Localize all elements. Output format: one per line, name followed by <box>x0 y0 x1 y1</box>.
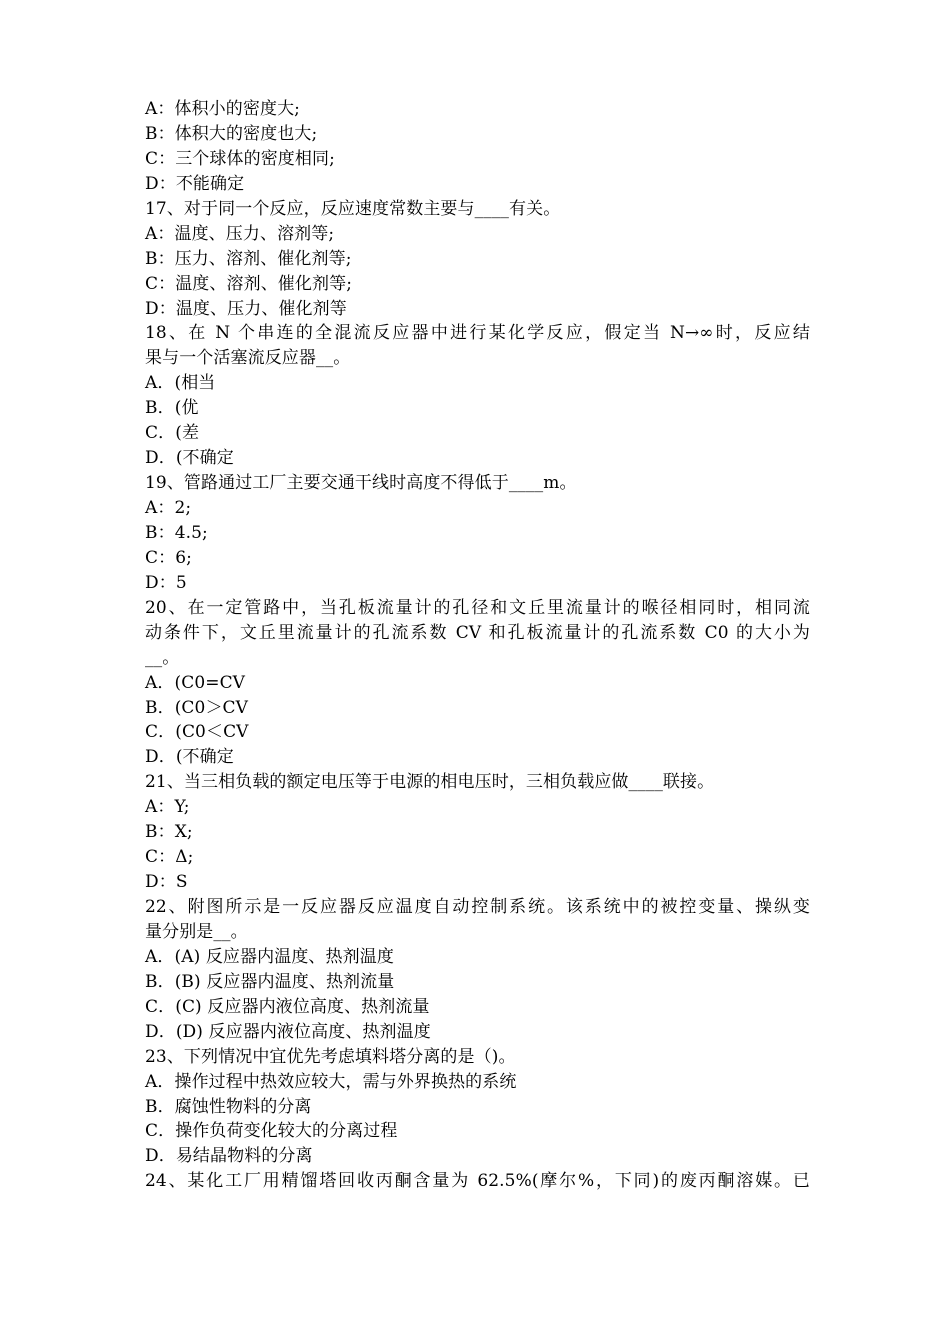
text-line: A．(A) 反应器内温度、热剂温度 <box>145 946 394 967</box>
text-line: A．(C0=CV <box>145 672 246 693</box>
text-line: C．操作负荷变化较大的分离过程 <box>145 1121 398 1142</box>
text-line: D：5 <box>145 572 187 593</box>
text-line: B．(B) 反应器内温度、热剂流量 <box>145 971 395 992</box>
text-line: B．(C0＞CV <box>145 697 249 718</box>
text-line: B．腐蚀性物料的分离 <box>145 1096 312 1117</box>
question-line: 24、某化工厂用精馏塔回收丙酮含量为 62.5%(摩尔%，下同)的废丙酮溶媒。已 <box>145 1171 810 1192</box>
question-line: 量分别是__。 <box>145 921 248 942</box>
text-line: A：Y; <box>145 797 190 818</box>
text-line: D．(不确定 <box>145 747 234 768</box>
question-line: 18、在 N 个串连的全混流反应器中进行某化学反应，假定当 N→∞时，反应结 <box>145 323 810 344</box>
text-line: A．操作过程中热效应较大，需与外界换热的系统 <box>145 1071 517 1092</box>
text-line: D：温度、压力、催化剂等 <box>145 298 347 319</box>
question-line: 22、附图所示是一反应器反应温度自动控制系统。该系统中的被控变量、操纵变 <box>145 897 810 917</box>
text-line: D：S <box>145 872 188 893</box>
question-line: 23、下列情况中宜优先考虑填料塔分离的是（)。 <box>145 1046 516 1067</box>
text-line: B：体积大的密度也大; <box>145 123 318 144</box>
question-line: 17、对于同一个反应，反应速度常数主要与____有关。 <box>145 198 561 219</box>
document-body <box>145 97 810 1194</box>
question-line: 21、当三相负载的额定电压等于电源的相电压时，三相负载应做____联接。 <box>145 772 715 793</box>
text-line: A：2; <box>145 498 192 518</box>
text-line: C．(C0＜CV <box>145 722 249 743</box>
question-line: __。 <box>145 647 180 668</box>
text-line: C：6; <box>145 547 192 568</box>
text-line: C．(差 <box>145 423 200 444</box>
text-line: D．(D) 反应器内液位高度、热剂温度 <box>145 1021 431 1042</box>
question-line: 19、管路通过工厂主要交通干线时高度不得低于____m。 <box>145 473 577 494</box>
question-line: 动条件下，文丘里流量计的孔流系数 CV 和孔板流量计的孔流系数 C0 的大小为 <box>145 622 810 643</box>
text-line: C．(C) 反应器内液位高度、热剂流量 <box>145 996 430 1017</box>
question-line: 果与一个活塞流反应器__。 <box>145 348 351 369</box>
text-line: B：X; <box>145 822 193 843</box>
text-line: A：体积小的密度大; <box>145 99 301 119</box>
text-line: A．(相当 <box>145 373 216 394</box>
question-line: 20、在一定管路中，当孔板流量计的孔径和文丘里流量计的喉径相同时，相同流 <box>145 597 810 618</box>
text-line: C：Δ; <box>145 847 194 868</box>
text-line: A：温度、压力、溶剂等; <box>145 223 335 244</box>
text-line: B：压力、溶剂、催化剂等; <box>145 248 352 269</box>
text-line: D．易结晶物料的分离 <box>145 1146 313 1167</box>
text-line: B：4.5; <box>145 522 208 543</box>
text-line: C：温度、溶剂、催化剂等; <box>145 273 353 294</box>
text-line: D：不能确定 <box>145 173 245 194</box>
text-line: C：三个球体的密度相同; <box>145 148 335 169</box>
text-line: D．(不确定 <box>145 448 234 469</box>
text-line: B．(优 <box>145 398 199 419</box>
